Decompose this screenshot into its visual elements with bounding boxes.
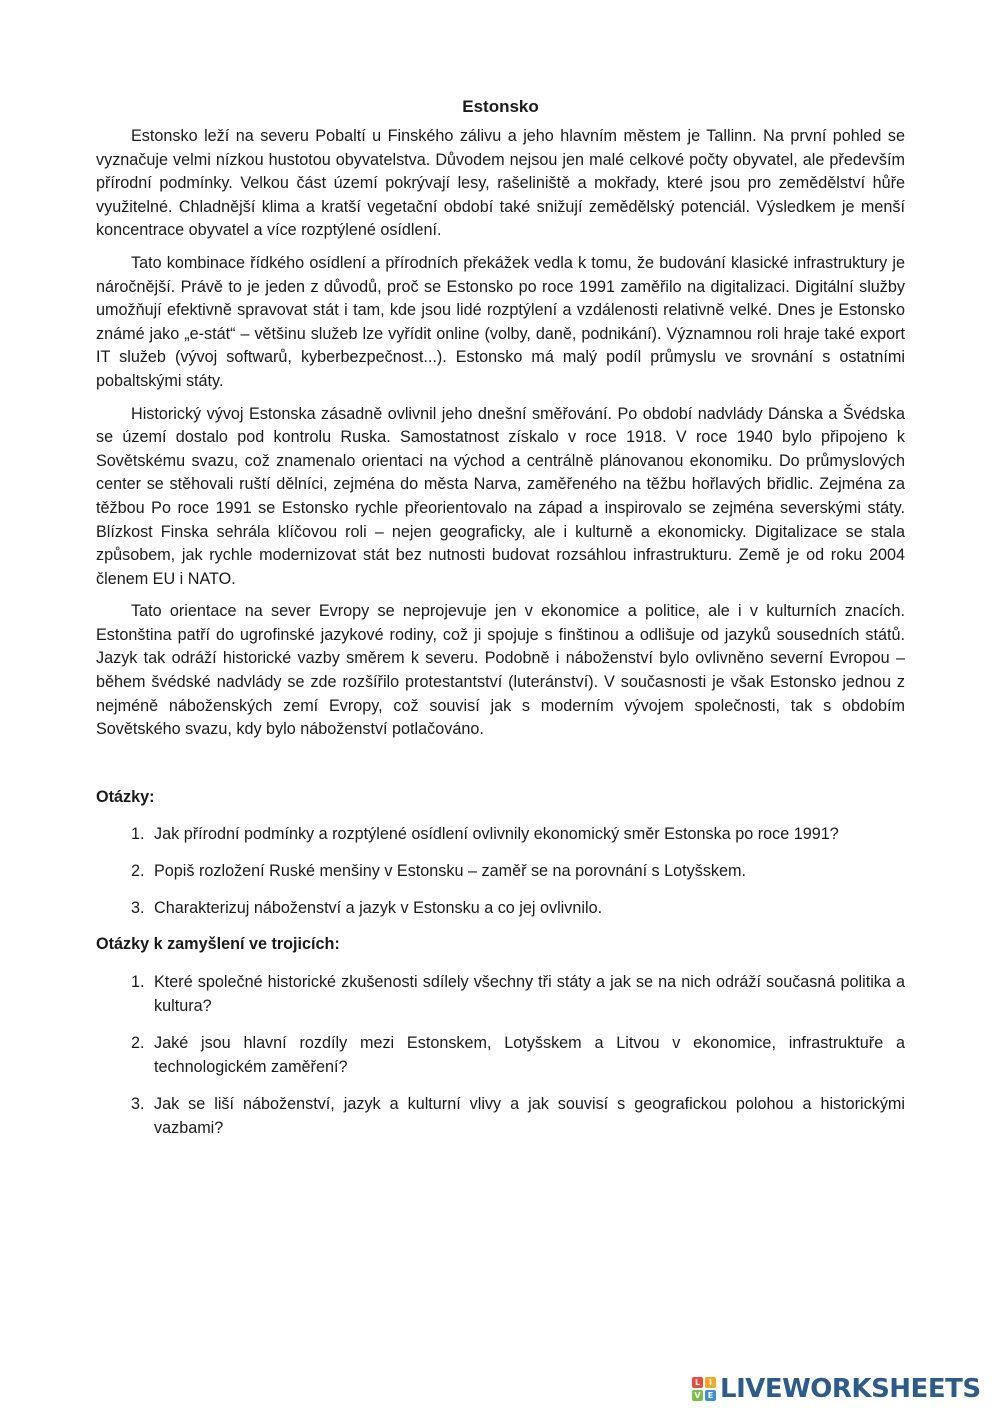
paragraph-2: Tato kombinace řídkého osídlení a přírodních překážek vedla k tomu, že budování klasické infrastruktury je náročnější. Právě to je jeden z důvodů, proč se Estonsko po roce 1991 zaměřilo na digitalizaci. Digitální služby umožňují efektivně spravovat stát i tam, kde jsou lidé rozptýlení a vzdálenosti relativně velké. Dnes je Estonsko známé jako „e-stát“ – většinu služeb lze vyřídit online (volby, daně, podnikání). Významnou roli hraje také export IT služeb (vývoj softwarů, kyberbezpečnost...). Estonsko má malý podíl průmyslu ve srovnání s ostatními pobaltskými státy. (96, 253, 905, 390)
questions-list (96, 822, 905, 920)
question-number: 1. (131, 824, 145, 843)
liveworksheets-logo-icon (692, 1377, 716, 1401)
question-number: 2. (131, 1033, 145, 1052)
paragraph-3: Historický vývoj Estonska zásadně ovlivnil jeho dnešní směřování. Po období nadvlády Dánska a Švédska se území dostalo pod kontrolu Ruska. Samostatnost získalo v roce 1918. V roce 1940 bylo připojeno k Sovětskému svazu, což znamenalo orientaci na východ a centrálně plánovanou ekonomiku. Do průmyslových center se stěhovali ruští dělníci, zejména do města Narva, zaměřeného na těžbu hořlavých břidlic. Zejména za těžbou Po roce 1991 se Estonsko rychle přeorientovalo na západ a inspirovalo se zejména severskými státy. Blízkost Finska sehrála klíčovou roli – nejen geograficky, ale i kulturně a ekonomicky. Digitalizace se stala způsobem, jak rychle modernizovat stát bez nutnosti budovat rozsáhlou infrastrukturu. Země je od roku 2004 členem EU i NATO. (96, 404, 905, 588)
question-text: Jaké jsou hlavní rozdíly mezi Estonskem, Lotyšskem a Litvou v ekonomice, infrastruktuře a technologickém zaměření? (154, 1033, 905, 1076)
question-item (96, 859, 905, 883)
liveworksheets-wordmark: LIVEWORKSHEETS (720, 1374, 981, 1404)
logo-tile: I (705, 1377, 716, 1388)
logo-tile: V (692, 1390, 703, 1401)
group-question-item (96, 1092, 905, 1140)
question-text: Jak přírodní podmínky a rozptýlené osídlení ovlivnily ekonomický směr Estonska po roce 1991? (154, 824, 839, 843)
liveworksheets-brand (692, 1375, 981, 1403)
question-text: Které společné historické zkušenosti sdílely všechny tři státy a jak se na nich odráží současná politika a kultura? (154, 972, 905, 1015)
paragraph-4: Tato orientace na sever Evropy se neprojevuje jen v ekonomice a politice, ale i v kulturních znacích. Estonština patří do ugrofinské jazykové rodiny, což ji spojuje s finštinou a odlišuje od jazyků sousedních států. Jazyk tak odráží historické vazby směrem k severu. Podobně i náboženství bylo ovlivněno severní Evropou – během švédské nadvlády se zde rozšířilo protestantství (luteránství). V současnosti je však Estonsko jednou z nejméně náboženských zemí Evropy, což souvisí jak s moderním vývojem společnosti, tak s obdobím Sovětského svazu, kdy bylo náboženství potlačováno. (96, 602, 905, 739)
document-title: Estonsko (462, 97, 539, 116)
group-question-item (96, 1031, 905, 1079)
questions-heading: Otázky: (96, 787, 155, 806)
question-text: Charakterizuj náboženství a jazyk v Estonsku a co jej ovlivnilo. (154, 898, 603, 917)
logo-tile: E (705, 1390, 716, 1401)
question-item (96, 822, 905, 846)
question-number: 2. (131, 861, 145, 880)
question-number: 1. (131, 972, 145, 991)
group-questions-list (96, 970, 905, 1140)
group-question-item (96, 970, 905, 1018)
question-item (96, 896, 905, 920)
group-questions-heading: Otázky k zamyšlení ve trojicích: (96, 934, 340, 953)
question-text: Popiš rozložení Ruské menšiny v Estonsku – zaměř se na porovnání s Lotyšskem. (154, 861, 747, 880)
question-text: Jak se liší náboženství, jazyk a kulturní vlivy a jak souvisí s geografickou polohou a historickými vazbami? (154, 1094, 905, 1137)
question-number: 3. (131, 1094, 145, 1113)
document-page (96, 96, 905, 1153)
paragraph-1: Estonsko leží na severu Pobaltí u Finského zálivu a jeho hlavním městem je Tallinn. Na první pohled se vyznačuje velmi nízkou hustotou obyvatelstva. Důvodem nejsou jen malé celkové počty obyvatel, ale především přírodní podmínky. Velkou část území pokrývají lesy, rašeliniště a mokřady, které jsou pro zemědělství hůře využitelné. Chladnější klima a kratší vegetační období také snižují zemědělský potenciál. Výsledkem je menší koncentrace obyvatel a více rozptýlené osídlení. (96, 127, 905, 240)
logo-tile: L (692, 1377, 703, 1388)
question-number: 3. (131, 898, 145, 917)
